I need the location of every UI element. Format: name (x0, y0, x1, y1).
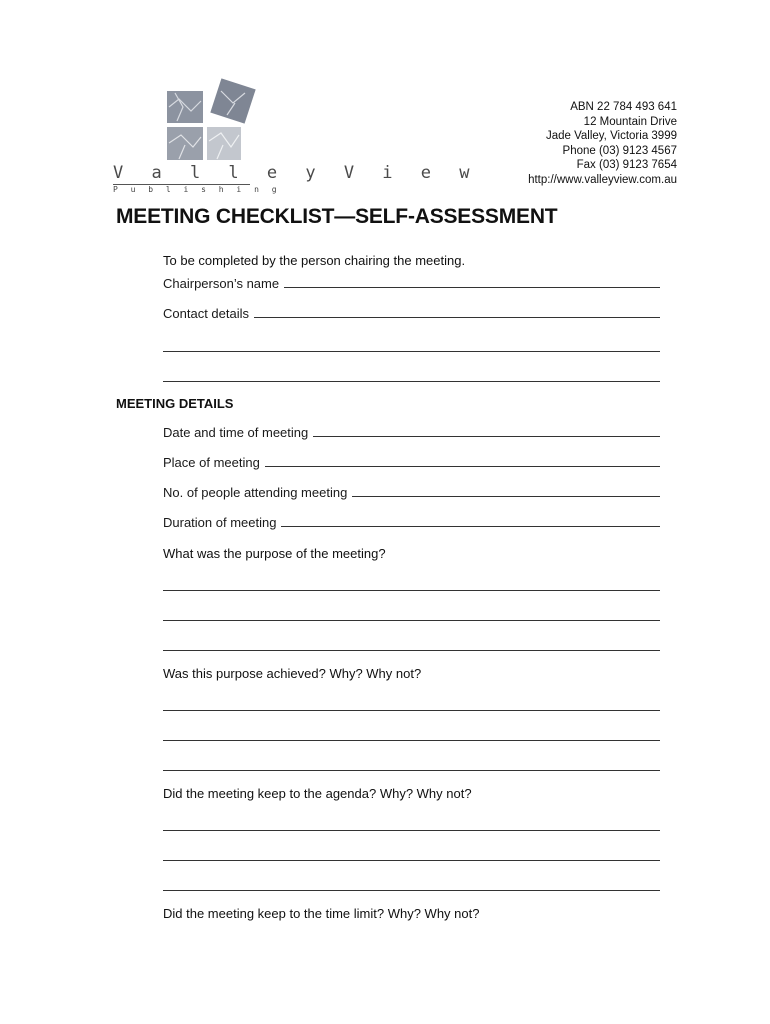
date-time-label: Date and time of meeting (163, 425, 309, 440)
people-attending-label: No. of people attending meeting (163, 485, 348, 500)
website-link[interactable]: http://www.valleyview.com.au (528, 173, 677, 186)
achieved-answer-line-2[interactable] (163, 740, 660, 741)
place-field[interactable] (163, 455, 660, 470)
abn-text: ABN 22 784 493 641 (570, 101, 677, 113)
meeting-details-heading: MEETING DETAILS (116, 396, 234, 411)
purpose-answer-line-3[interactable] (163, 650, 660, 651)
agenda-question: Did the meeting keep to the agenda? Why? Why not? (163, 786, 472, 801)
street-text: 12 Mountain Drive (583, 115, 677, 128)
brand-subtitle: P u b l i s h i n g (113, 185, 281, 194)
time-limit-question: Did the meeting keep to the time limit? Why? Why not? (163, 906, 480, 921)
valleyview-logo (113, 77, 479, 197)
intro-text: To be completed by the person chairing the meeting. (163, 253, 466, 268)
duration-line[interactable] (281, 525, 660, 527)
chairperson-name-label: Chairperson’s name (163, 276, 280, 291)
company-address (528, 100, 677, 187)
contact-details-line-2[interactable] (163, 351, 660, 352)
contact-details-line[interactable] (254, 316, 660, 318)
purpose-answer-line-2[interactable] (163, 620, 660, 621)
chairperson-name-line[interactable] (284, 286, 660, 288)
city-text: Jade Valley, Victoria 3999 (545, 130, 677, 142)
page-title: MEETING CHECKLIST—SELF-ASSESSMENT (116, 205, 558, 228)
achieved-answer-line-3[interactable] (163, 770, 660, 771)
achieved-answer-line-1[interactable] (163, 710, 660, 711)
duration-field[interactable] (163, 515, 660, 530)
fax-text: Fax (03) 9123 7654 (576, 159, 677, 171)
people-attending-field[interactable] (163, 485, 660, 500)
agenda-answer-line-3[interactable] (163, 890, 660, 891)
agenda-answer-line-1[interactable] (163, 830, 660, 831)
agenda-answer-line-2[interactable] (163, 860, 660, 861)
people-attending-line[interactable] (352, 495, 660, 497)
purpose-answer-line-1[interactable] (163, 590, 660, 591)
duration-label: Duration of meeting (163, 515, 277, 530)
purpose-question: What was the purpose of the meeting? (163, 546, 386, 561)
achieved-question: Was this purpose achieved? Why? Why not? (163, 666, 422, 681)
date-time-line[interactable] (313, 435, 660, 437)
chairperson-name-field[interactable] (163, 276, 660, 291)
place-label: Place of meeting (163, 455, 260, 470)
phone-text: Phone (03) 9123 4567 (562, 144, 677, 157)
place-line[interactable] (265, 465, 660, 467)
tile-mosaic-icon (165, 77, 257, 163)
brand-name: V a l l e y V i e w (113, 163, 479, 183)
contact-details-label: Contact details (163, 306, 249, 321)
contact-details-field[interactable] (163, 306, 660, 321)
date-time-field[interactable] (163, 425, 660, 440)
contact-details-line-3[interactable] (163, 381, 660, 382)
